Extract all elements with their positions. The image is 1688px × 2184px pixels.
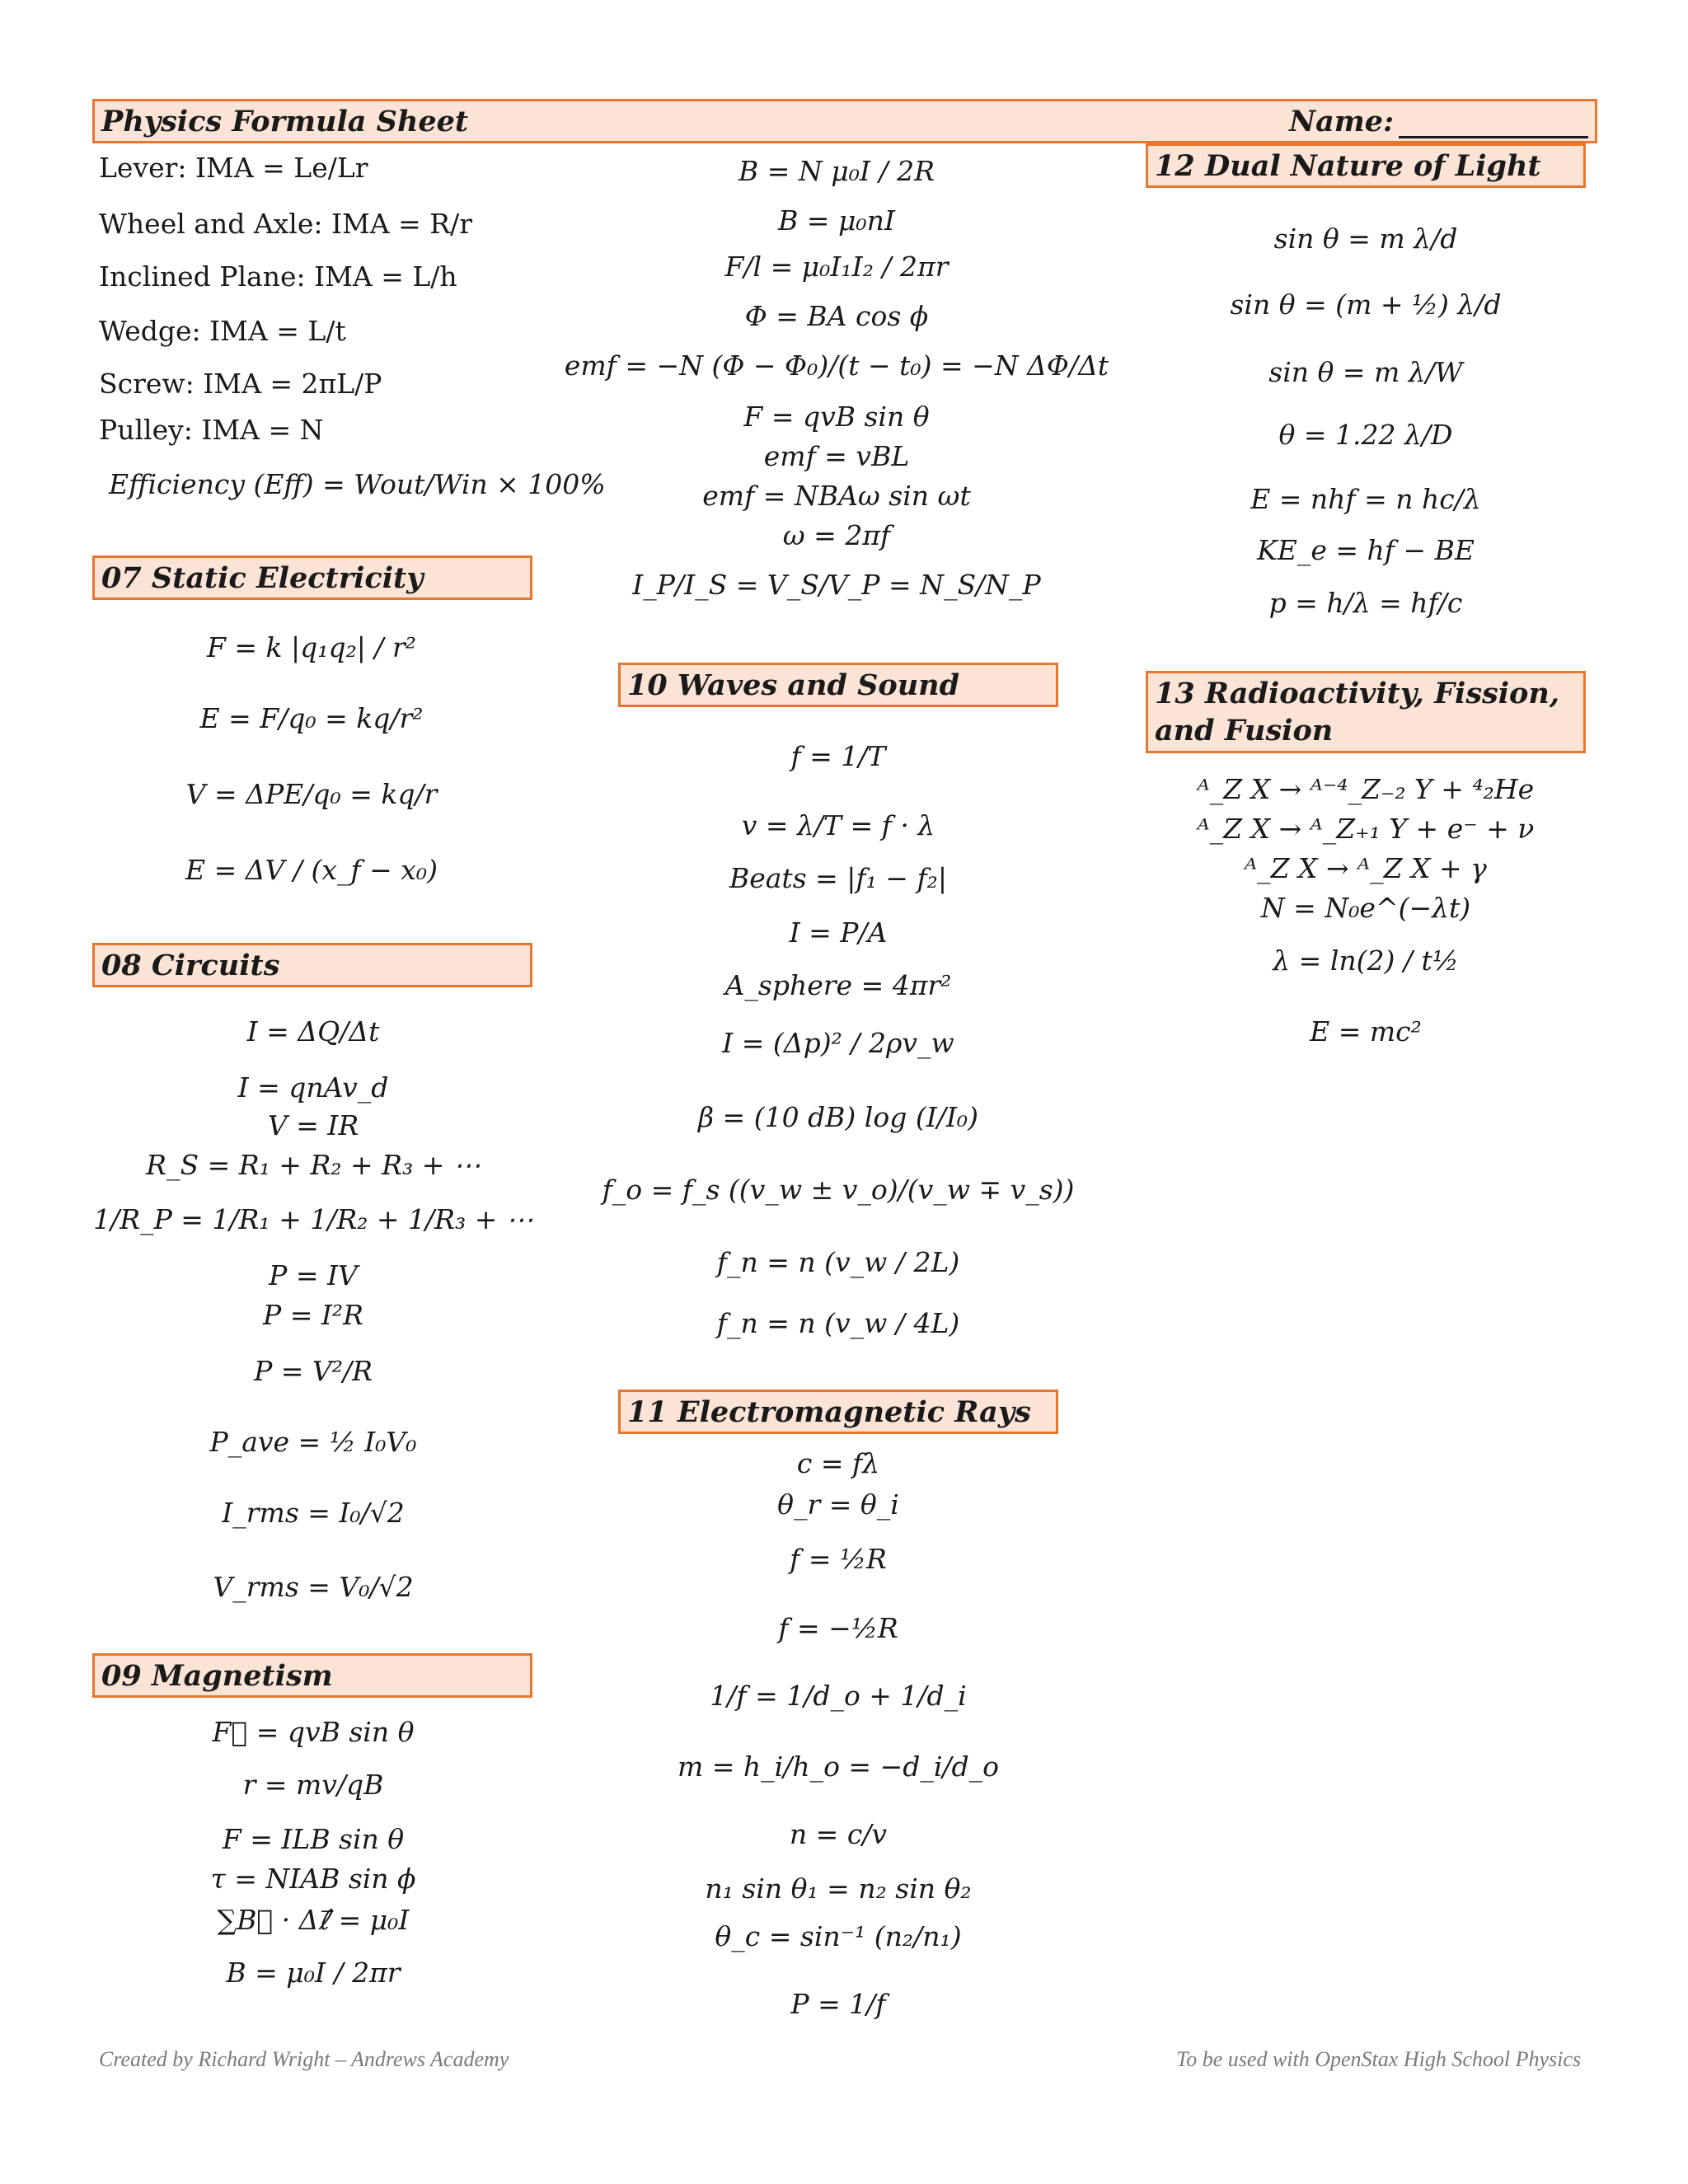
formula-em-4: f = −½R bbox=[778, 1612, 898, 1644]
formula-light-6: KE_e = hf − BE bbox=[1257, 534, 1475, 566]
formula-magnet-14: emf = NBAω sin ωt bbox=[702, 480, 971, 512]
footer-credit: Created by Richard Wright – Andrews Academy bbox=[99, 2047, 509, 2071]
formula-wedge: Wedge: IMA = L/t bbox=[99, 315, 346, 347]
section-header-circuits: 08 Circuits bbox=[92, 943, 532, 987]
formula-magnet-11: emf = −N (Φ − Φ₀)/(t − t₀) = −N ΔΦ/Δt bbox=[564, 349, 1109, 382]
formula-wave-6: I = (Δp)² / 2ρv_w bbox=[722, 1027, 954, 1059]
formula-circuit-9: P_ave = ½ I₀V₀ bbox=[209, 1426, 417, 1458]
formula-em-6: m = h_i/h_o = −d_i/d_o bbox=[677, 1750, 1000, 1783]
formula-em-5: 1/f = 1/d_o + 1/d_i bbox=[710, 1680, 967, 1712]
section-header-static-electricity: 07 Static Electricity bbox=[92, 555, 532, 600]
formula-light-1: sin θ = m λ/d bbox=[1273, 223, 1458, 255]
section-header-light: 12 Dual Nature of Light bbox=[1146, 143, 1586, 188]
formula-em-8: n₁ sin θ₁ = n₂ sin θ₂ bbox=[705, 1872, 972, 1905]
formula-circuit-7: P = I²R bbox=[263, 1299, 363, 1331]
formula-circuit-3: V = IR bbox=[267, 1109, 359, 1141]
formula-static-2: E = F/q₀ = kq/r² bbox=[199, 702, 424, 734]
name-label: Name: bbox=[1289, 104, 1394, 138]
formula-light-3: sin θ = m λ/W bbox=[1268, 356, 1463, 388]
formula-wave-9: f_n = n (v_w / 2L) bbox=[716, 1246, 960, 1278]
formula-screw: Screw: IMA = 2πL/P bbox=[99, 368, 382, 400]
formula-circuit-2: I = qnAv_d bbox=[237, 1071, 389, 1104]
formula-radio-3: ᴬ_Z X → ᴬ_Z X + γ bbox=[1245, 852, 1487, 884]
formula-circuit-8: P = V²/R bbox=[254, 1355, 373, 1387]
formula-wheel-axle: Wheel and Axle: IMA = R/r bbox=[99, 208, 472, 240]
formula-magnet-9: F/l = μ₀I₁I₂ / 2πr bbox=[724, 251, 949, 283]
formula-em-9: θ_c = sin⁻¹ (n₂/n₁) bbox=[715, 1920, 962, 1952]
formula-light-7: p = h/λ = hf/c bbox=[1268, 587, 1463, 619]
section-header-radioactivity: 13 Radioactivity, Fission, and Fusion bbox=[1146, 671, 1586, 753]
formula-magnet-8: B = μ₀nI bbox=[778, 204, 895, 237]
section-header-waves: 10 Waves and Sound bbox=[618, 663, 1058, 707]
formula-inclined-plane: Inclined Plane: IMA = L/h bbox=[99, 260, 457, 293]
formula-circuit-11: V_rms = V₀/√2 bbox=[213, 1571, 414, 1603]
formula-radio-1: ᴬ_Z X → ᴬ⁻⁴_Z₋₂ Y + ⁴₂He bbox=[1197, 773, 1535, 805]
formula-wave-8: f_o = f_s ((v_w ± v_o)/(v_w ∓ v_s)) bbox=[602, 1174, 1075, 1206]
formula-circuit-4: R_S = R₁ + R₂ + R₃ + ⋯ bbox=[146, 1149, 481, 1181]
formula-em-3: f = ½R bbox=[790, 1543, 887, 1575]
name-line bbox=[1399, 111, 1588, 138]
formula-radio-5: λ = ln(2) / t½ bbox=[1273, 944, 1459, 977]
formula-light-4: θ = 1.22 λ/D bbox=[1278, 419, 1453, 451]
formula-magnet-10: Φ = BA cos ϕ bbox=[744, 300, 929, 332]
formula-circuit-5: 1/R_P = 1/R₁ + 1/R₂ + 1/R₃ + ⋯ bbox=[93, 1203, 533, 1235]
formula-light-5: E = nhf = n hc/λ bbox=[1250, 483, 1481, 515]
formula-circuit-10: I_rms = I₀/√2 bbox=[222, 1497, 405, 1529]
section-header-magnetism: 09 Magnetism bbox=[92, 1653, 532, 1698]
formula-radio-4: N = N₀e^(−λt) bbox=[1260, 892, 1471, 924]
formula-wave-10: f_n = n (v_w / 4L) bbox=[716, 1307, 960, 1339]
formula-efficiency: Efficiency (Eff) = Wout/Win × 100% bbox=[109, 468, 606, 500]
formula-em-1: c = fλ bbox=[796, 1447, 880, 1479]
formula-magnet-16: I_P/I_S = V_S/V_P = N_S/N_P bbox=[632, 569, 1041, 601]
name-field[interactable] bbox=[1289, 105, 1588, 138]
formula-magnet-2: r = mv/qB bbox=[242, 1769, 384, 1801]
formula-magnet-7: B = N μ₀I / 2R bbox=[738, 155, 935, 187]
formula-wave-5: A_sphere = 4πr² bbox=[724, 969, 952, 1001]
formula-wave-3: Beats = |f₁ − f₂| bbox=[729, 862, 948, 894]
formula-lever: Lever: IMA = Le/Lr bbox=[99, 152, 368, 184]
footer-note: To be used with OpenStax High School Physics bbox=[1176, 2047, 1581, 2071]
formula-em-2: θ_r = θ_i bbox=[777, 1488, 899, 1521]
section-header-em-rays: 11 Electromagnetic Rays bbox=[618, 1390, 1058, 1434]
formula-static-1: F = k |q₁q₂| / r² bbox=[206, 631, 417, 663]
formula-magnet-6: B = μ₀I / 2πr bbox=[226, 1957, 401, 1989]
page-title: Physics Formula Sheet bbox=[101, 104, 469, 138]
formula-wave-4: I = P/A bbox=[789, 916, 888, 949]
title-bar bbox=[92, 99, 1597, 143]
formula-static-3: V = ΔPE/q₀ = kq/r bbox=[185, 778, 438, 810]
formula-magnet-5: ∑B⃗ · Δℓ⃗ = μ₀I bbox=[217, 1904, 410, 1936]
formula-light-2: sin θ = (m + ½) λ/d bbox=[1230, 288, 1502, 321]
formula-circuit-6: P = IV bbox=[269, 1259, 358, 1291]
formula-pulley: Pulley: IMA = N bbox=[99, 414, 324, 446]
formula-wave-7: β = (10 dB) log (I/I₀) bbox=[697, 1101, 979, 1133]
formula-magnet-3: F = ILB sin θ bbox=[222, 1823, 405, 1855]
formula-em-7: n = c/v bbox=[789, 1818, 888, 1850]
formula-wave-1: f = 1/T bbox=[790, 740, 886, 772]
formula-em-10: P = 1/f bbox=[790, 1988, 886, 2020]
formula-magnet-15: ω = 2πf bbox=[782, 519, 891, 551]
formula-magnet-1: F⃗ = qvB sin θ bbox=[212, 1716, 415, 1748]
formula-radio-2: ᴬ_Z X → ᴬ_Z₊₁ Y + e⁻ + ν bbox=[1197, 813, 1535, 845]
formula-magnet-4: τ = NIAB sin ϕ bbox=[210, 1863, 416, 1895]
formula-magnet-12: F = qvB sin θ bbox=[743, 401, 930, 433]
formula-radio-6: E = mc² bbox=[1310, 1015, 1422, 1047]
formula-magnet-13: emf = vBL bbox=[763, 440, 910, 472]
formula-static-4: E = ΔV / (x_f − x₀) bbox=[185, 854, 438, 886]
formula-circuit-1: I = ΔQ/Δt bbox=[246, 1015, 380, 1047]
formula-wave-2: v = λ/T = f · λ bbox=[741, 809, 935, 841]
